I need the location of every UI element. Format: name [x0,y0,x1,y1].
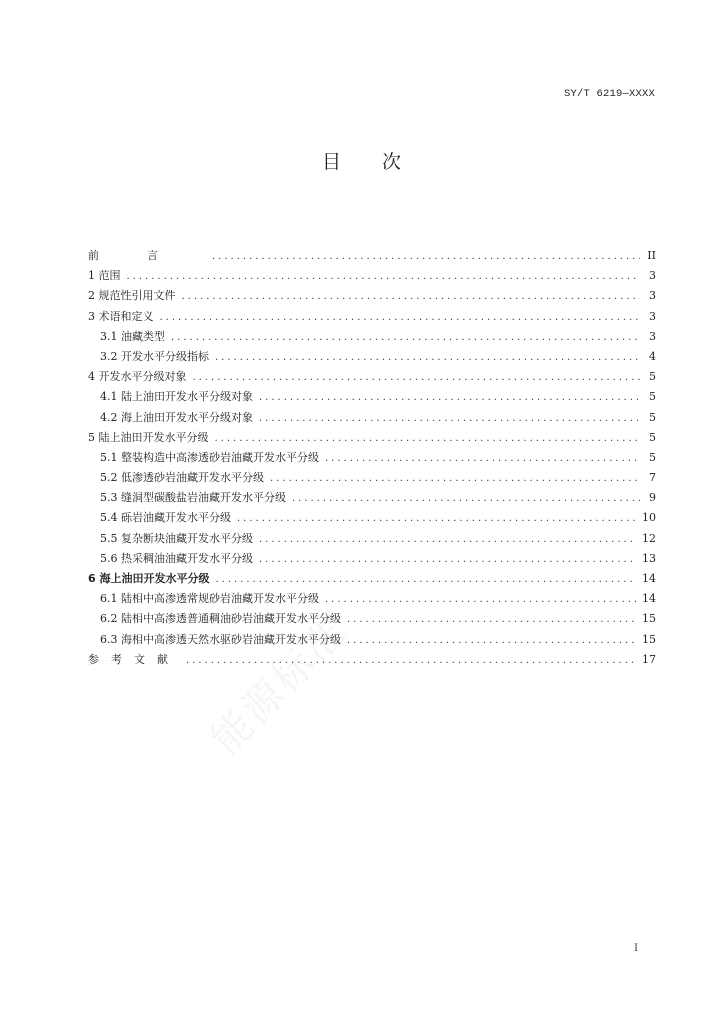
dot-leader [127,267,641,287]
dot-leader [182,287,641,307]
toc-entry-label: 5.5 复杂断块油藏开发水平分级 [100,531,253,545]
toc-entry-6-3[interactable] [88,630,656,650]
toc-entry-page: 3 [649,329,656,343]
title-char-1: 目 [321,151,342,173]
dot-leader [259,550,636,570]
toc-entry-label: 5.3 缝洞型碳酸盐岩油藏开发水平分级 [100,491,286,505]
toc-entry-3[interactable] [88,307,656,327]
dot-leader [259,530,636,550]
toc-entry-3-1[interactable] [88,327,656,347]
document-code: SY/T 6219—XXXX [563,88,655,100]
toc-entry-page: 12 [642,531,656,545]
dot-leader [259,409,640,429]
toc-entry-5-3[interactable] [88,488,656,508]
dot-leader [259,388,640,408]
dot-leader [193,368,641,388]
toc-entry-label: 前言 [88,249,206,262]
page-number: I [634,942,639,954]
dot-leader [292,489,640,509]
toc-entry-page: 13 [642,551,656,565]
toc-entry-label: 5.1 整装构造中高渗透砂岩油藏开发水平分级 [100,450,319,464]
toc-entry-page: 9 [649,491,656,505]
toc-entry-page: 4 [649,349,656,363]
title-char-2: 次 [382,151,403,173]
toc-entry-5[interactable] [88,428,656,448]
dot-leader [186,651,636,671]
toc-entry-5-6[interactable] [88,549,656,569]
toc-entry-label: 5.4 砾岩油藏开发水平分级 [100,511,231,525]
page-title [0,147,724,174]
dot-leader [325,449,640,469]
toc-entry-5-4[interactable] [88,508,656,528]
toc-entry-5-1[interactable] [88,448,656,468]
toc-entry-page: 3 [649,309,656,323]
toc-entry-6-2[interactable] [88,609,656,629]
toc-entry-5-2[interactable] [88,468,656,488]
toc-entry-4-2[interactable] [88,408,656,428]
toc-entry-label: 4.1 陆上油田开发水平分级对象 [100,390,253,404]
toc-entry-label: 3.1 油藏类型 [100,329,165,343]
toc-entry-label: 4 开发水平分级对象 [88,370,187,384]
toc-entry-label: 5 陆上油田开发水平分级 [88,430,209,444]
toc-entry-1[interactable] [88,266,656,286]
toc-entry-page: 10 [642,511,656,525]
toc-entry-page: 14 [642,572,656,585]
toc-entry-label: 3 术语和定义 [88,309,154,323]
dot-leader [347,610,636,630]
toc-entry-references[interactable] [88,650,656,670]
toc-entry-page: 3 [649,289,656,303]
toc-entry-label: 1 范围 [88,269,121,283]
toc-entry-label: 2 规范性引用文件 [88,289,176,303]
toc-entry-page: 3 [649,269,656,283]
toc-entry-4[interactable] [88,367,656,387]
toc-entry-page: 5 [649,450,656,464]
toc-entry-page: 5 [649,430,656,444]
dot-leader [325,590,636,610]
dot-leader [171,328,640,348]
toc-entry-label: 3.2 开发水平分级指标 [100,349,209,363]
table-of-contents [88,246,656,670]
toc-entry-page: 15 [642,632,656,646]
toc-entry-page: II [647,249,656,262]
toc-entry-4-1[interactable] [88,387,656,407]
toc-entry-5-5[interactable] [88,529,656,549]
dot-leader [347,631,636,651]
dot-leader [215,429,641,449]
toc-entry-label: 5.2 低渗透砂岩油藏开发水平分级 [100,471,264,485]
toc-entry-page: 15 [642,612,656,626]
dot-leader [215,570,636,590]
toc-entry-label: 5.6 热采稠油油藏开发水平分级 [100,551,253,565]
toc-entry-page: 5 [649,370,656,384]
dot-leader [270,469,640,489]
dot-leader [160,308,641,328]
toc-entry-page: 14 [642,592,656,606]
dot-leader [215,348,640,368]
toc-entry-label: 6.1 陆相中高渗透常规砂岩油藏开发水平分级 [100,592,319,606]
toc-entry-2[interactable] [88,286,656,306]
toc-entry-6[interactable] [88,569,656,589]
dot-leader [212,247,640,267]
toc-entry-6-1[interactable] [88,589,656,609]
toc-entry-page: 5 [649,390,656,404]
dot-leader [237,509,636,529]
toc-entry-page: 17 [642,652,656,666]
toc-entry-label: 6.3 海相中高渗透天然水驱砂岩油藏开发水平分级 [100,632,341,646]
toc-entry-foreword[interactable] [88,246,656,266]
toc-entry-label: 4.2 海上油田开发水平分级对象 [100,410,253,424]
toc-entry-3-2[interactable] [88,347,656,367]
toc-entry-label: 6 海上油田开发水平分级 [88,572,210,585]
toc-entry-label: 参考文献 [88,652,180,666]
toc-entry-label: 6.2 陆相中高渗透普通稠油砂岩油藏开发水平分级 [100,612,341,626]
toc-entry-page: 5 [649,410,656,424]
toc-entry-page: 7 [649,471,656,485]
